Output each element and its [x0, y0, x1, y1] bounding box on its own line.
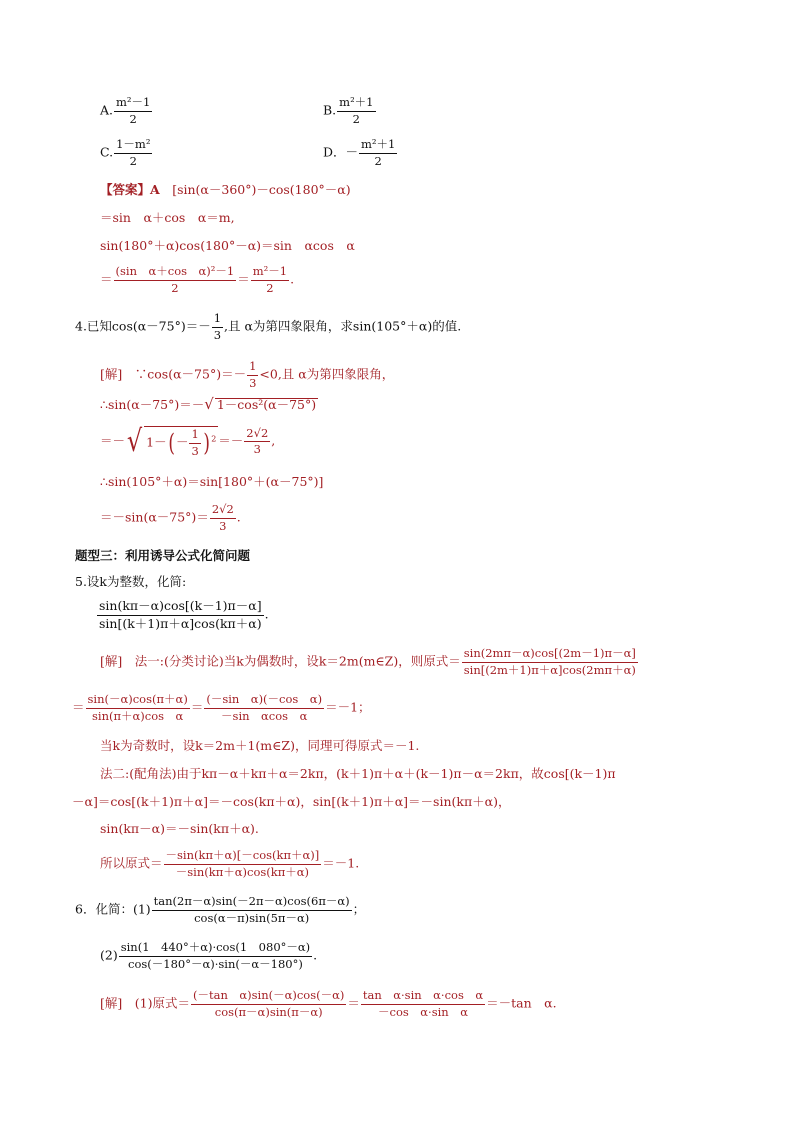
period: .	[236, 509, 241, 525]
q5-expression	[96, 600, 269, 630]
q5-sol-line-6: sin(kπ－α)＝－sin(kπ＋α).	[100, 821, 259, 836]
numerator: (－tan α)sin(－α)cos(－α)	[191, 990, 346, 1005]
radicand: 1－(－ $\frac{1}{3}$ )$^2$	[146, 427, 217, 458]
q5-sol-line-2	[72, 694, 371, 722]
equals: ＝	[72, 699, 85, 715]
q6-stem	[75, 896, 365, 924]
option-label: D．－	[323, 144, 359, 160]
numerator: sin(1 440°＋α)·cos(1 080°－α)	[119, 942, 312, 957]
q4-sol-line-3	[100, 423, 276, 459]
fraction	[119, 942, 312, 970]
denominator: 2	[129, 111, 137, 126]
radicand-text: 1－	[146, 434, 167, 450]
fraction	[244, 425, 270, 456]
part-label: (2)	[100, 947, 118, 963]
q5-sol-line-7	[100, 850, 359, 878]
denominator: 3	[213, 327, 222, 342]
fraction	[164, 850, 322, 878]
denominator: 3	[249, 375, 257, 390]
fraction	[114, 139, 152, 167]
sol-text: (1)原式＝	[134, 995, 190, 1011]
period: .	[290, 271, 295, 287]
numerator: sin(－α)cos(π＋α)	[86, 694, 190, 709]
sol-text: 所以原式＝	[100, 855, 163, 871]
sol-text: ＝－	[100, 433, 126, 448]
fraction	[86, 694, 190, 722]
q5-stem: 5.设k为整数，化简:	[75, 574, 187, 589]
numerator: 2√2	[244, 428, 270, 443]
denominator: 3	[253, 442, 261, 456]
sol-text: ＝－tan α.	[486, 995, 557, 1011]
denominator: 2	[352, 111, 360, 126]
equals: ＝	[237, 271, 250, 287]
numerator: －sin(kπ＋α)[－cos(kπ＋α)]	[164, 850, 322, 865]
answer-line-1	[100, 184, 351, 197]
denominator: 3	[191, 443, 199, 458]
numerator: 1	[189, 429, 200, 444]
left-paren: (	[168, 429, 175, 457]
q4-sol-line-2	[100, 397, 318, 412]
fraction	[247, 361, 258, 389]
denominator: 3	[219, 518, 227, 533]
fraction	[462, 648, 638, 676]
denominator: 2	[266, 280, 274, 295]
option-label: C.	[100, 144, 114, 160]
numerator: (－sin α)(－cos α)	[204, 694, 324, 709]
denominator: －cos α·sin α	[378, 1004, 468, 1019]
numerator: (sin α＋cos α)²－1	[114, 266, 237, 281]
q6-part-2	[100, 942, 317, 970]
sol-text: ＝－sin(α－75°)＝	[100, 509, 209, 525]
denominator: －sin αcos α	[221, 708, 308, 723]
denominator: 2	[374, 153, 382, 168]
q5-sol-line-5: －α]＝cos[(k＋1)π＋α]＝－cos(kπ＋α)，sin[(k＋1)π＋α]＝－sin(kπ＋α)，	[72, 794, 511, 809]
denominator: 2	[129, 153, 137, 168]
denominator: cos(－180°－α)·sin(－α－180°)	[128, 956, 303, 971]
numerator: tan(2π－α)sin(－2π－α)cos(6π－α)	[152, 896, 352, 911]
fraction	[114, 97, 152, 125]
numerator: 1	[247, 361, 258, 376]
numerator: tan α·sin α·cos α	[361, 990, 485, 1005]
q5-sol-line-3: 当k为奇数时，设k＝2m＋1(m∈Z)，同理可得原式＝－1.	[100, 738, 420, 753]
q4-sol-line-1	[100, 361, 394, 389]
period: .	[313, 947, 318, 963]
fraction	[152, 896, 352, 924]
denominator: sin(π＋α)cos α	[92, 708, 184, 723]
denominator: －sin(kπ＋α)cos(kπ＋α)	[175, 864, 310, 879]
sol-text: ＝－1；	[325, 699, 371, 715]
q4-sol-line-4: ∴sin(105°＋α)＝sin[180°＋(α－75°)]	[100, 474, 324, 489]
fraction	[359, 139, 397, 167]
numerator: 1－m²	[114, 139, 152, 154]
stem-text: 4.已知cos(α－75°)＝－	[75, 318, 211, 334]
numerator: 1	[212, 313, 223, 328]
fraction	[212, 313, 223, 341]
fraction	[337, 97, 375, 125]
stem-text: ,且 α为第四象限角，求sin(105°＋α)的值.	[224, 318, 462, 334]
section-title: 题型三：利用诱导公式化简问题	[75, 548, 251, 563]
q5-sol-line-4: 法二:(配角法)由于kπ－α＋kπ＋α＝2kπ，(k＋1)π＋α＋(k－1)π－α＝2kπ，故cos[(k－1)π	[100, 766, 616, 781]
numerator: m²－1	[114, 97, 152, 112]
radicand: 1－cos²(α－75°)	[216, 397, 317, 412]
fraction	[189, 429, 200, 457]
right-paren: )	[203, 429, 210, 457]
answer-text: [sin(α－360°)－cos(180°－α)	[172, 182, 351, 197]
sol-text: ∵cos(α－75°)＝－	[134, 366, 247, 382]
sol-text: ∴sin(α－75°)＝－	[100, 397, 205, 412]
numerator: sin(2mπ－α)cos[(2m－1)π－α]	[462, 648, 638, 663]
denominator: cos(π－α)sin(π－α)	[214, 1004, 323, 1019]
fraction	[114, 266, 237, 294]
numerator: m²＋1	[337, 97, 375, 112]
denominator: sin[(k＋1)π＋α]cos(kπ＋α)	[99, 615, 262, 631]
equals: ＝	[100, 271, 113, 287]
answer-line-4	[100, 266, 294, 294]
numerator: m²－1	[251, 266, 289, 281]
solution-label: [解]	[100, 366, 123, 382]
solution-label: [解]	[100, 995, 123, 1011]
numerator: m²＋1	[359, 139, 397, 154]
solution-label: [解]	[100, 653, 123, 669]
semicolon: ；	[352, 901, 366, 917]
numerator: 2√2	[210, 504, 236, 519]
option-label: A.	[100, 102, 114, 118]
sqrt-symbol: √	[126, 423, 143, 459]
q6-solution	[100, 990, 557, 1018]
sol-text: <0,且 α为第四象限角，	[259, 366, 395, 382]
period: .	[264, 606, 269, 622]
answer-line-2: ＝sin α＋cos α＝m,	[100, 210, 235, 225]
equals: ＝	[347, 995, 360, 1011]
comma: ,	[271, 433, 276, 448]
q4-stem	[75, 313, 461, 341]
sqrt-symbol: √	[204, 395, 214, 413]
fraction	[210, 504, 236, 532]
option-a	[100, 97, 153, 125]
sol-text: ＝－1.	[322, 855, 360, 871]
answer-line-3: sin(180°＋α)cos(180°－α)＝sin αcos α	[100, 238, 355, 253]
q5-sol-line-1	[100, 648, 639, 676]
fraction	[361, 990, 485, 1018]
denominator: cos(α－π)sin(5π－α)	[194, 910, 310, 925]
option-label: B.	[323, 102, 337, 118]
fraction	[191, 990, 346, 1018]
sol-text: ＝－	[218, 433, 244, 448]
q4-sol-line-5	[100, 504, 241, 532]
sol-text: 法一:(分类讨论)当k为偶数时，设k＝2m(m∈Z)，则原式＝	[134, 653, 461, 669]
denominator: sin[(2m＋1)π＋α]cos(2mπ＋α)	[463, 662, 636, 677]
option-c	[100, 139, 153, 167]
fraction	[204, 694, 324, 722]
fraction	[97, 600, 264, 630]
denominator: 2	[171, 280, 179, 295]
option-d	[323, 139, 398, 167]
answer-label: 【答案】A	[100, 182, 160, 197]
numerator: sin(kπ－α)cos[(k－1)π－α]	[97, 600, 264, 616]
fraction	[251, 266, 289, 294]
equals: ＝	[190, 699, 204, 715]
stem-text: 6．化简：(1)	[75, 901, 151, 917]
option-b	[323, 97, 377, 125]
